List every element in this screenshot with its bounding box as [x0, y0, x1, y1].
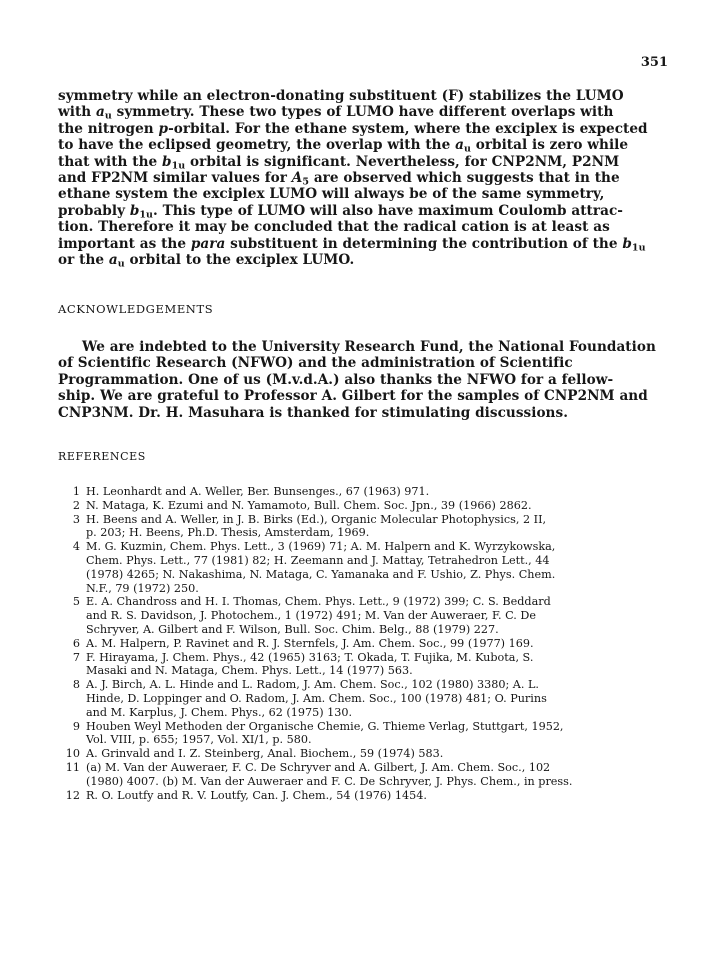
text-line: We are indebted to the University Research Fund, the National Foundation: [82, 339, 656, 355]
text-line: important as the para substituent in determining the contribution of the $b_{1u}$: [58, 235, 646, 254]
reference-item: [58, 485, 688, 499]
text-line: probably $b_{1u}$. This type of LUMO will also have maximum Coulomb attrac-: [58, 202, 623, 221]
acknowledgements-heading: ACKNOWLEDGEMENTS: [58, 302, 214, 316]
text-line: with $a_u$ symmetry. These two types of LUMO have different overlaps with: [58, 104, 614, 122]
text-line: of Scientific Research (NFWO) and the administration of Scientific: [58, 355, 573, 372]
text-line: ethane system the exciplex LUMO will always be of the same symmetry,: [58, 186, 605, 203]
text-line: to have the eclipsed geometry, the overlap with the $a_u$ orbital is zero while: [58, 137, 629, 155]
reference-item: [58, 747, 688, 761]
reference-text-line: p. 203; H. Beens, Ph.D. Thesis, Amsterdam, 1969.: [86, 526, 370, 540]
reference-number: 8: [72, 678, 80, 692]
body-paragraph: [58, 88, 678, 268]
reference-text-line: F. Hirayama, J. Chem. Phys., 42 (1965) 3163; T. Okada, T. Fujika, M. Kubota, S.: [86, 650, 534, 664]
reference-text-line: H. Leonhardt and A. Weller, Ber. Bunsenges., 67 (1963) 971.: [86, 485, 430, 498]
reference-text-line: and R. S. Davidson, J. Photochem., 1 (1972) 491; M. Van der Auweraer, F. C. De: [86, 609, 536, 623]
reference-item: [58, 637, 688, 651]
reference-text-line: (a) M. Van der Auweraer, F. C. De Schryver and A. Gilbert, J. Am. Chem. Soc., 102: [86, 760, 551, 774]
reference-text-line: Houben Weyl Methoden der Organische Chemie, G. Thieme Verlag, Stuttgart, 1952,: [86, 719, 564, 733]
text-line: the nitrogen p-orbital. For the ethane system, where the exciplex is expected: [58, 120, 648, 137]
reference-item: [58, 720, 688, 748]
reference-number: 2: [72, 498, 80, 512]
reference-number: 9: [72, 719, 80, 733]
text-line: or the $a_u$ orbital to the exciplex LUMO.: [58, 252, 355, 270]
reference-number: 10: [65, 747, 80, 761]
reference-text-line: H. Beens and A. Weller, in J. B. Birks (Ed.), Organic Molecular Photophysics, 2 II,: [86, 512, 547, 526]
reference-text-line: A. J. Birch, A. L. Hinde and L. Radom, J. Am. Chem. Soc., 102 (1980) 3380; A. L.: [86, 678, 539, 692]
reference-item: [58, 651, 688, 679]
reference-text-line: A. Grinvald and I. Z. Steinberg, Anal. Biochem., 59 (1974) 583.: [86, 747, 444, 761]
text-line: Programmation. One of us (M.v.d.A.) also thanks the NFWO for a fellow-: [58, 371, 614, 388]
reference-number: 4: [72, 540, 80, 554]
text-line: symmetry while an electron-donating substituent (F) stabilizes the LUMO: [58, 88, 624, 104]
reference-item: [58, 595, 688, 636]
reference-number: 7: [72, 650, 80, 664]
reference-text-line: Chem. Phys. Lett., 77 (1981) 82; H. Zeemann and J. Mattay, Tetrahedron Lett., 44: [86, 553, 550, 567]
references-heading: REFERENCES: [58, 450, 146, 463]
reference-text-line: R. O. Loutfy and R. V. Loutfy, Can. J. Chem., 54 (1976) 1454.: [86, 788, 427, 802]
reference-item: [58, 761, 688, 789]
reference-text-line: Schryver, A. Gilbert and F. Wilson, Bull. Soc. Chim. Belg., 88 (1979) 227.: [86, 622, 499, 636]
reference-text-line: E. A. Chandross and H. I. Thomas, Chem. Phys. Lett., 9 (1972) 399; C. S. Beddard: [86, 595, 551, 609]
reference-text-line: M. G. Kuzmin, Chem. Phys. Lett., 3 (1969) 71; A. M. Halpern and K. Wyrzykowska,: [86, 540, 556, 554]
reference-number: 1: [72, 485, 80, 498]
reference-text-line: (1980) 4007. (b) M. Van der Auweraer and F. C. De Schryver, J. Phys. Chem., in press.: [86, 774, 573, 788]
reference-number: 12: [65, 788, 80, 802]
text-line: tion. Therefore it may be concluded that the radical cation is at least as: [58, 219, 610, 236]
text-line: CNP3NM. Dr. H. Masuhara is thanked for stimulating discussions.: [58, 404, 568, 421]
acknowledgements-paragraph: [58, 339, 678, 421]
reference-item: [58, 499, 688, 513]
reference-item: [58, 513, 688, 541]
reference-item: [58, 540, 688, 595]
reference-text-line: N. Mataga, K. Ezumi and N. Yamamoto, Bull. Chem. Soc. Jpn., 39 (1966) 2862.: [86, 498, 532, 512]
reference-number: 5: [72, 595, 80, 609]
page-number: 351: [640, 55, 668, 70]
reference-list: [58, 485, 688, 802]
reference-item: [58, 789, 688, 803]
reference-number: 11: [65, 760, 80, 774]
reference-text-line: and M. Karplus, J. Chem. Phys., 62 (1975) 130.: [86, 705, 353, 719]
text-line: ship. We are grateful to Professor A. Gilbert for the samples of CNP2NM and: [58, 388, 648, 405]
text-line: and FP2NM similar values for $A_5$ are observed which suggests that in the: [58, 170, 620, 188]
text-line: that with the $b_{1u}$ orbital is significant. Nevertheless, for CNP2NM, P2NM: [58, 153, 620, 171]
reference-text-line: Vol. VIII, p. 655; 1957, Vol. XI/1, p. 580.: [86, 733, 312, 747]
reference-text-line: Masaki and N. Mataga, Chem. Phys. Lett., 14 (1977) 563.: [86, 664, 413, 678]
reference-text-line: A. M. Halpern, P. Ravinet and R. J. Sternfels, J. Am. Chem. Soc., 99 (1977) 169.: [86, 636, 534, 650]
reference-item: [58, 678, 688, 719]
reference-text-line: N.F., 79 (1972) 250.: [86, 581, 199, 595]
reference-text-line: (1978) 4265; N. Nakashima, N. Mataga, C. Yamanaka and F. Ushio, Z. Phys. Chem.: [86, 567, 556, 581]
reference-number: 6: [72, 636, 80, 650]
reference-text-line: Hinde, D. Loppinger and O. Radom, J. Am. Chem. Soc., 100 (1978) 481; O. Purins: [86, 691, 547, 705]
reference-number: 3: [72, 512, 80, 526]
